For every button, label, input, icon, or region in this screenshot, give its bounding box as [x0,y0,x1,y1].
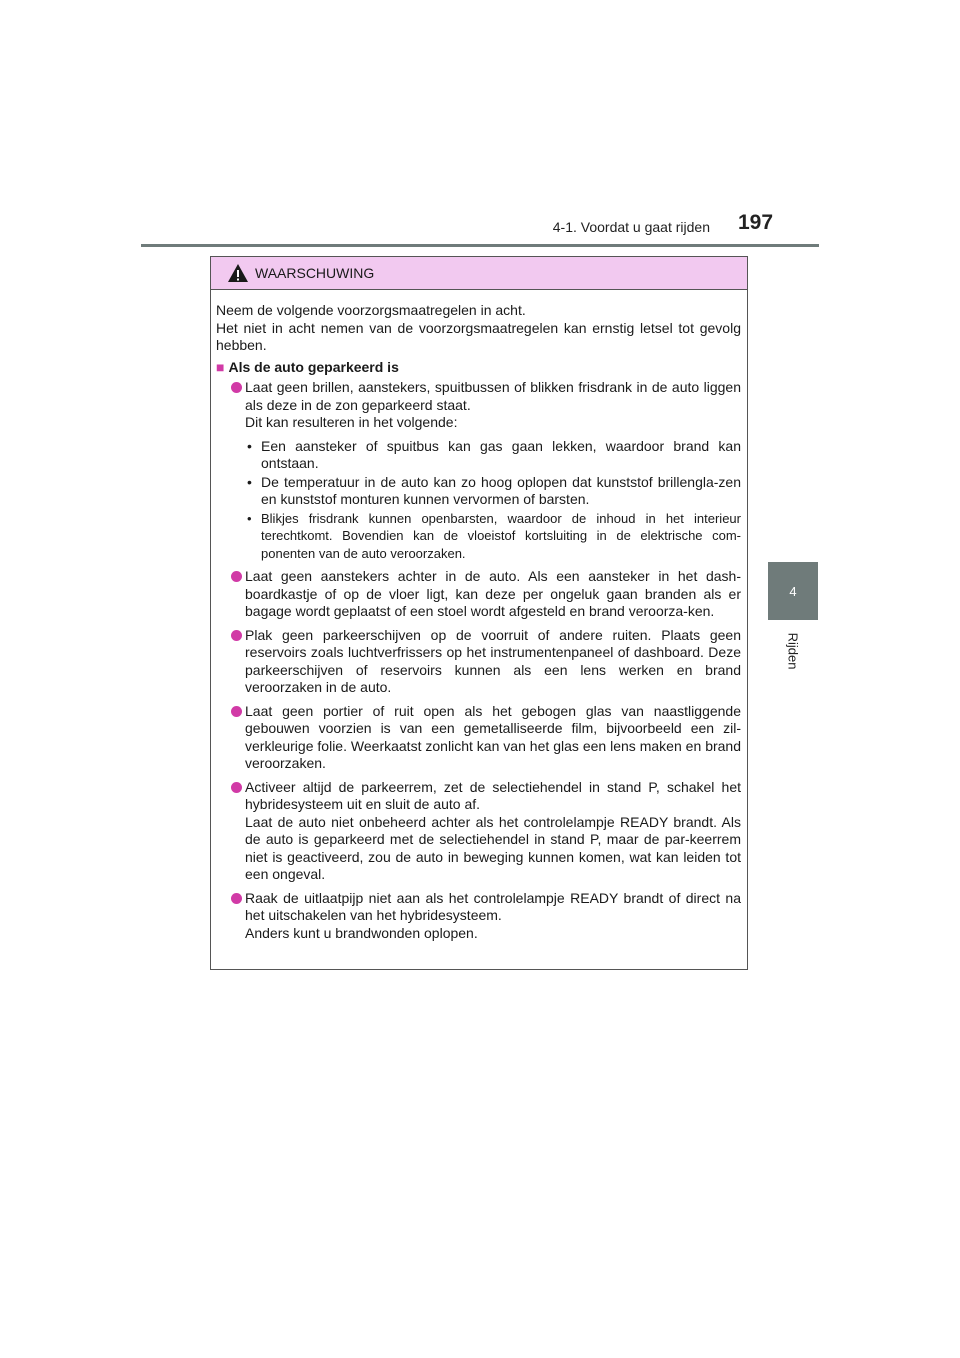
page-number: 197 [738,211,774,234]
list-item [216,890,741,943]
list-item [216,779,741,884]
warning-subhead-text: Als de auto geparkeerd is [228,358,399,375]
sub-list-item: • De temperatuur in de auto kan zo hoog oplopen dat kunststof brillengla-zen en kunststof monturen kunnen vervormen of barsten. [245,474,741,509]
list-item-text: Laat geen brillen, aanstekers, spuitbussen of blikken frisdrank in de auto liggen als deze in de zon geparkeerd staat. [245,379,741,413]
list-item-text: Plak geen parkeerschijven op de voorruit of andere ruiten. Plaats geen reservoirs zoals luchtverfrissers op het instrumentenpaneel of dashboard. Deze parkeerschijven of reservoirs kunnen als een lens werken en brand veroorzaken in de auto. [245,626,741,695]
warning-header [211,257,747,290]
circle-bullet-icon [231,382,242,393]
circle-bullet-icon [231,706,242,717]
warning-title: WAARSCHUWING [255,265,375,281]
chapter-tab-label: Rijden [785,632,801,670]
list-item [216,379,741,562]
list-item-text: Laat geen aanstekers achter in de auto. Als een aansteker in het dash-boardkastje of op de vloer ligt, kan deze per ongeluk gaan branden als er bagage wordt geplaatst of een stoel wordt afgesteld en brand veroorza-ken. [245,568,741,619]
list-item-text-2: Dit kan resulteren in het volgende: [245,414,458,430]
list-item-text-2: Laat de auto niet onbeheerd achter als het controlelampje READY brandt. Als de auto is geparkeerd met de selectiehendel in stand P, maar de par-keerrem niet is geactiveerd, zou de auto in beweging kunnen komen, wat kan leiden tot een ongeval. [245,813,741,882]
list-item-text: Raak de uitlaatpijp niet aan als het controlelampje READY brandt of direct na het uitschakelen van het hybridesysteem. [245,889,741,923]
warning-intro-2: Het niet in acht nemen van de voorzorgsmaatregelen kan ernstig letsel tot gevolg hebben. [216,319,741,353]
square-bullet-icon: ■ [216,358,225,375]
circle-bullet-icon [231,571,242,582]
list-item [216,568,741,621]
chapter-tab-number: 4 [789,583,797,599]
warning-body [211,290,747,942]
list-item-text: Laat geen portier of ruit open als het gebogen glas van naastliggende gebouwen voorzien is van een gemetalliseerde film, bijvoorbeeld een zil-verkleurige folie. Weerkaatst zonlicht kan van het glas een lens maken en brand veroorzaken. [245,702,741,771]
sub-list [245,438,741,563]
circle-bullet-icon [231,893,242,904]
circle-bullet-icon [231,782,242,793]
circle-bullet-icon [231,630,242,641]
warning-intro-1: Neem de volgende voorzorgsmaatregelen in acht. [216,302,526,318]
chapter-tab[interactable] [768,562,818,620]
warning-triangle-icon [227,263,249,283]
list-item-text: Activeer altijd de parkeerrem, zet de selectiehendel in stand P, schakel het hybridesysteem uit en sluit de auto af. [245,778,741,812]
section-title: 4-1. Voordat u gaat rijden [552,219,710,235]
list-item-text-2: Anders kunt u brandwonden oplopen. [245,924,478,941]
sub-list-item: • Een aansteker of spuitbus kan gas gaan lekken, waardoor brand kan ontstaan. [245,438,741,473]
sub-list-item: • Blikjes frisdrank kunnen openbarsten, waardoor de inhoud in het interieur terechtkomt. Bovendien kan de vloeistof kortsluiting in de elektrische com-ponenten van de auto veroorzaken. [245,510,741,563]
list-item [216,627,741,697]
list-item [216,703,741,773]
warning-subhead [216,359,741,377]
header-divider [141,244,819,247]
warning-box [210,256,748,970]
